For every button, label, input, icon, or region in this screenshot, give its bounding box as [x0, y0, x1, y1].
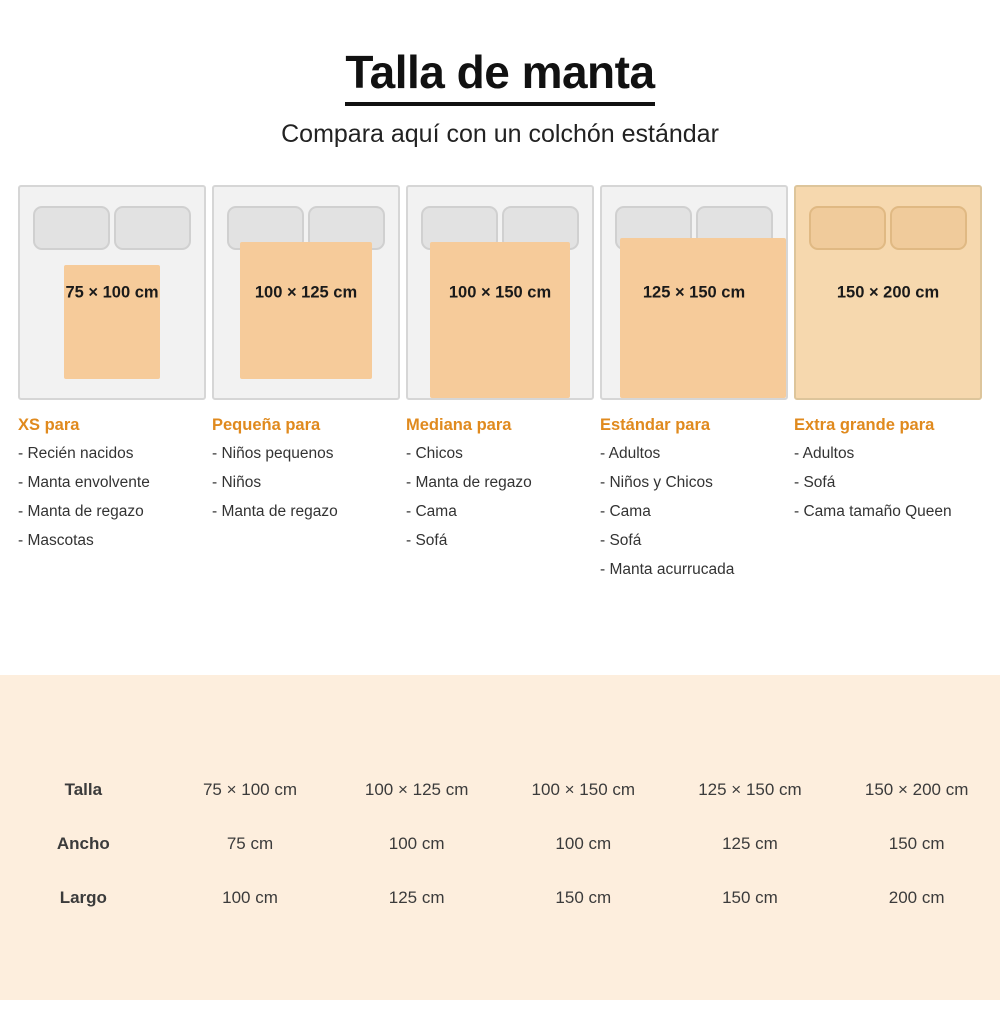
pillow-icon	[114, 206, 191, 250]
blanket-overlay	[240, 242, 373, 379]
row-header: Largo	[59, 888, 107, 907]
blanket-overlay	[430, 242, 570, 398]
size-cards	[0, 185, 1000, 590]
card-title: XS para	[18, 416, 80, 435]
spacer-cell	[667, 675, 834, 763]
row-header: Ancho	[56, 834, 110, 853]
pillows	[227, 206, 385, 246]
list-item: - Manta acurrucada	[600, 561, 735, 579]
table-cell: 125 cm	[722, 834, 778, 853]
size-table-section	[0, 675, 1000, 1000]
table-cell: 75 cm	[226, 834, 274, 853]
card-title: Estándar para	[600, 416, 711, 435]
blanket-dimensions: 75 × 100 cm	[65, 283, 159, 302]
spacer-cell	[500, 675, 667, 763]
table-cell: 200 cm	[888, 888, 945, 907]
table-cell: 100 × 150 cm	[531, 780, 636, 799]
table-cell: 150 cm	[722, 888, 778, 907]
bed-diagram	[794, 185, 982, 400]
card-list	[18, 445, 206, 549]
bed-diagram	[212, 185, 400, 400]
blanket-dimensions: 100 × 150 cm	[448, 283, 552, 302]
bed-diagram	[406, 185, 594, 400]
list-item: - Manta de regazo	[406, 474, 532, 492]
list-item: - Cama tamaño Queen	[794, 503, 952, 521]
table-cell: 100 × 125 cm	[364, 780, 469, 799]
list-item: - Mascotas	[18, 532, 94, 550]
pillow-icon	[33, 206, 110, 250]
blanket-dimensions: 125 × 150 cm	[642, 283, 746, 302]
table-row	[0, 817, 1000, 871]
spacer-cell	[167, 675, 334, 763]
table-cell: 125 cm	[388, 888, 445, 907]
table-cell: 100 cm	[222, 888, 278, 907]
blanket-dimensions: 100 × 125 cm	[254, 283, 358, 302]
blanket-dimensions: 150 × 200 cm	[836, 283, 940, 302]
bed-diagram	[600, 185, 788, 400]
list-item: - Chicos	[406, 445, 463, 463]
list-item: - Adultos	[600, 445, 661, 463]
size-table	[0, 675, 1000, 1013]
table-cell: 75 × 100 cm	[202, 780, 297, 799]
list-item: - Cama	[406, 503, 457, 521]
list-item: - Manta de regazo	[18, 503, 144, 521]
blanket-overlay	[620, 238, 786, 398]
pillows	[33, 206, 191, 246]
list-item: - Sofá	[794, 474, 836, 492]
list-item: - Sofá	[600, 532, 642, 550]
card-list	[794, 445, 982, 520]
page-subtitle: Compara aquí con un colchón estándar	[281, 120, 719, 149]
bed-diagram	[18, 185, 206, 400]
header	[0, 0, 1000, 149]
card-title: Pequeña para	[212, 416, 321, 435]
spacer-cell	[333, 675, 500, 763]
page-title: Talla de manta	[345, 48, 654, 106]
table-cell: 125 × 150 cm	[698, 780, 802, 799]
table-cell: 100 cm	[388, 834, 445, 853]
spacer-cell	[0, 675, 167, 763]
list-item: - Cama	[600, 503, 651, 521]
size-card	[600, 185, 788, 590]
row-header: Talla	[64, 780, 103, 799]
size-card	[406, 185, 594, 590]
list-item: - Niños	[212, 474, 262, 492]
table-cell: 150 cm	[888, 834, 945, 853]
list-item: - Manta envolvente	[18, 474, 150, 492]
size-card	[18, 185, 206, 590]
table-cell: 150 × 200 cm	[864, 780, 969, 799]
list-item: - Sofá	[406, 532, 448, 550]
spacer-cell	[833, 675, 1000, 763]
table-row	[0, 871, 1000, 925]
card-list	[212, 445, 400, 520]
list-item: - Manta de regazo	[212, 503, 338, 521]
card-title: Mediana para	[406, 416, 512, 435]
card-list	[406, 445, 594, 549]
size-card	[794, 185, 982, 590]
table-cell: 150 cm	[555, 888, 612, 907]
table-row	[0, 763, 1000, 817]
pillows	[421, 206, 579, 246]
list-item: - Adultos	[794, 445, 855, 463]
card-list	[600, 445, 788, 578]
table-cell: 100 cm	[555, 834, 612, 853]
list-item: - Recién nacidos	[18, 445, 134, 463]
table-spacer-row	[0, 675, 1000, 763]
size-card	[212, 185, 400, 590]
card-title: Extra grande para	[794, 416, 935, 435]
list-item: - Niños pequenos	[212, 445, 334, 463]
list-item: - Niños y Chicos	[600, 474, 713, 492]
